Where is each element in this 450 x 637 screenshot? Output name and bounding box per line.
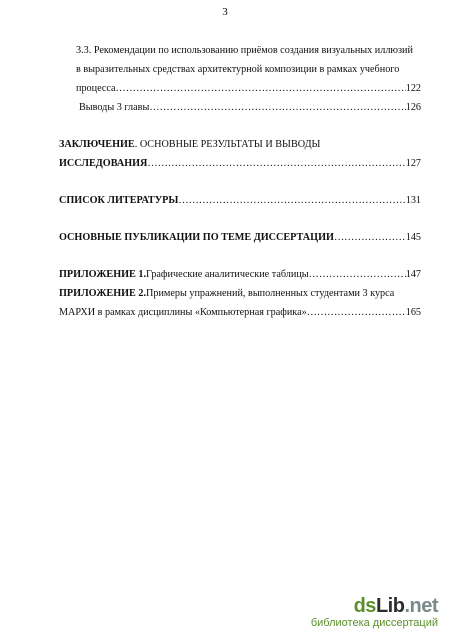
toc-text: Примеры упражнений, выполненных студентами 3 курса xyxy=(146,288,395,299)
toc-text: . ОСНОВНЫЕ РЕЗУЛЬТАТЫ И ВЫВОДЫ xyxy=(134,139,321,150)
toc-text: Графические аналитические таблицы xyxy=(146,269,309,280)
toc-text: ИССЛЕДОВАНИЯ xyxy=(59,158,148,169)
toc-line-3-3-end[interactable] xyxy=(76,82,421,96)
toc-leader-dots xyxy=(307,306,406,320)
toc-page-number: 147 xyxy=(405,269,421,280)
toc-line-references[interactable] xyxy=(59,194,421,208)
toc-text: 3.3. Рекомендации по использованию приёмов создания визуальных иллюзий xyxy=(76,45,413,56)
toc-line-chapter3-conclusions[interactable] xyxy=(79,101,421,115)
toc-page-number: 131 xyxy=(405,195,421,206)
toc-line-conclusion-end[interactable] xyxy=(59,157,421,171)
toc-leader-dots xyxy=(309,268,406,282)
dslib-watermark xyxy=(311,596,438,629)
toc-page-number: 127 xyxy=(405,158,421,169)
toc-leader-dots xyxy=(149,101,405,115)
toc-text: ОСНОВНЫЕ ПУБЛИКАЦИИ ПО ТЕМЕ ДИССЕРТАЦИИ xyxy=(59,232,334,243)
toc-line-appendix-1[interactable] xyxy=(59,268,421,282)
toc-text: МАРХИ в рамках дисциплины «Компьютерная графика» xyxy=(59,307,307,318)
toc-text: СПИСОК ЛИТЕРАТУРЫ xyxy=(59,195,179,206)
toc-text-bold: ПРИЛОЖЕНИЕ 1. xyxy=(59,269,147,280)
toc-page-number: 122 xyxy=(405,83,421,94)
toc-line-appendix-2-end[interactable] xyxy=(59,306,421,320)
dslib-logo: dsLib.net xyxy=(353,595,438,617)
toc-line-3-3-title xyxy=(76,44,421,58)
toc-page-number: 145 xyxy=(405,232,421,243)
toc-line-appendix-2-title xyxy=(59,287,421,301)
toc-text: в выразительных средствах архитектурной композиции в рамках учебного xyxy=(76,64,400,75)
toc-page-number: 165 xyxy=(405,307,421,318)
toc-text: процесса… xyxy=(76,83,126,94)
toc-leader-dots xyxy=(334,231,406,245)
dslib-tagline: библиотека диссертаций xyxy=(310,617,438,629)
toc-leader-dots xyxy=(147,157,405,171)
toc-text: Выводы 3 главы xyxy=(79,102,150,113)
toc-leader-dots xyxy=(126,82,406,96)
toc-text-bold: ПРИЛОЖЕНИЕ 2. xyxy=(59,288,147,299)
toc-page-number: 126 xyxy=(405,102,421,113)
toc-text-bold: ЗАКЛЮЧЕНИЕ xyxy=(59,139,135,150)
toc-line-3-3-cont xyxy=(76,63,421,77)
toc-line-publications[interactable] xyxy=(59,231,421,245)
toc-line-conclusion-title xyxy=(59,138,421,152)
toc-leader-dots xyxy=(178,194,405,208)
page-number: 3 xyxy=(222,6,228,18)
